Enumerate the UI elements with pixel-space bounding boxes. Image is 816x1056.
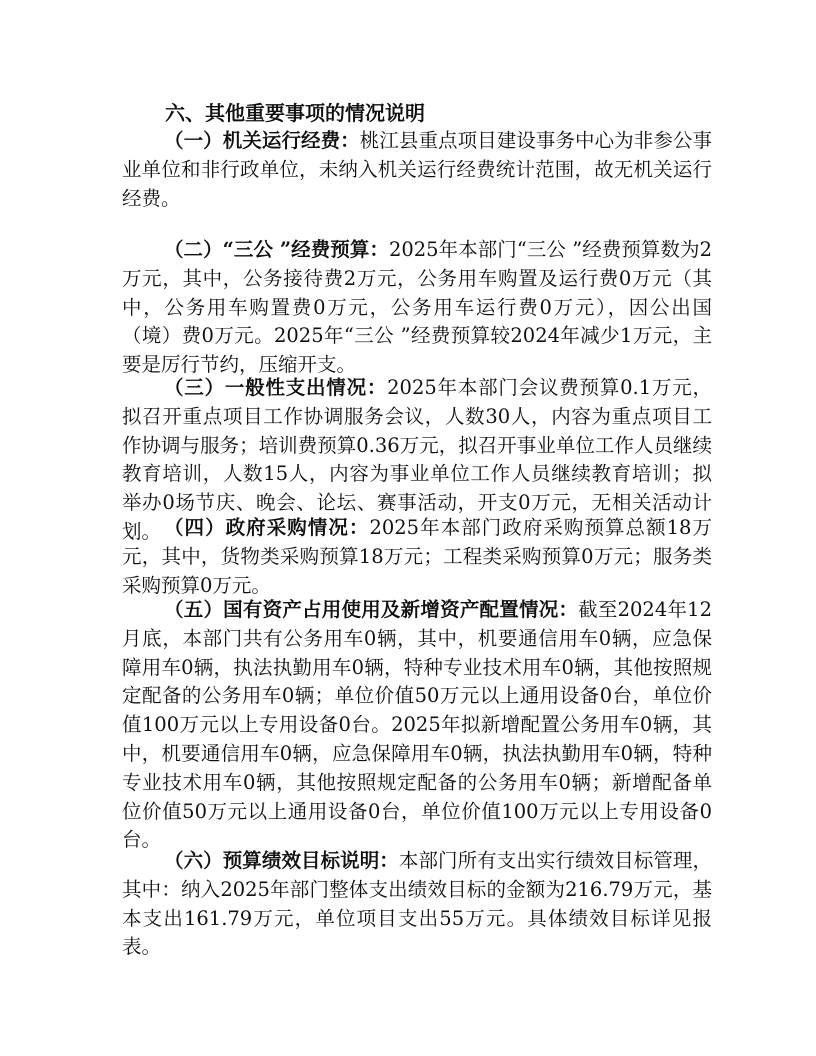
paragraph-body: 桃江县重点项目建设事务中心为非参公事业单位和非行政单位，未纳入机关运行经费统计范围，故无机关运行经费。 (122, 129, 712, 210)
paragraph-body: 2025年本部门会议费预算0.1万元，拟召开重点项目工作协调服务会议，人数30人，内容为重点项目工作协调与服务；培训费预算0.36万元，拟召开事业单位工作人员继续教育培训，人数15人，内容为事业单位工作人员继续教育培训；拟举办0场节庆、晚会、论坛、赛事活动，开支0万元，无相关活动计划。 (122, 376, 712, 543)
paragraph-heading: （六）预算绩效目标说明： (164, 849, 399, 872)
paragraph-operating-expenses (122, 127, 712, 213)
paragraph-heading: （四）政府采购情况： (164, 516, 370, 539)
paragraph-body: 2025年本部门“三公 ”经费预算数为2万元，其中，公务接待费2万元，公务用车购置及运行费0万元（其中，公务用车购置费0万元，公务用车运行费0万元），因公出国（境）费0万元。2025年“三公 ”经费预算较2024年减少1万元，主要是厉行节约，压缩开支。 (122, 238, 712, 377)
paragraph-government-procurement (122, 514, 712, 600)
paragraph-performance-targets (122, 847, 712, 962)
paragraph-three-public-budget (122, 236, 712, 380)
paragraph-body: 本部门所有支出实行绩效目标管理，其中：纳入2025年部门整体支出绩效目标的金额为216.79万元，基本支出161.79万元，单位项目支出55万元。具体绩效目标详见报表。 (122, 849, 712, 959)
paragraph-heading: （一）机关运行经费： (164, 129, 360, 152)
paragraph-body: 截至2024年12月底，本部门共有公务用车0辆，其中，机要通信用车0辆，应急保障用车0辆，执法执勤用车0辆，特种专业技术用车0辆，其他按照规定配备的公务用车0辆；单位价值50万元以上通用设备0台，单位价值100万元以上专用设备0台。2025年拟新增配置公务用车0辆，其中，机要通信用车0辆，应急保障用车0辆，执法执勤用车0辆，特种专业技术用车0辆，其他按照规定配备的公务用车0辆；新增配备单位价值50万元以上通用设备0台，单位价值100万元以上专用设备0台。 (122, 598, 712, 852)
paragraph-heading: （五）国有资产占用使用及新增资产配置情况： (164, 598, 579, 621)
paragraph-heading: （三）一般性支出情况： (164, 376, 388, 399)
paragraph-heading: （二）“三公 ”经费预算： (164, 238, 389, 261)
paragraph-state-assets (122, 596, 712, 855)
paragraph-body: 2025年本部门政府采购预算总额18万元，其中，货物类采购预算18万元；工程类采购预算0万元；服务类采购预算0万元。 (122, 516, 712, 597)
section-title: 六、其他重要事项的情况说明 (165, 101, 425, 125)
